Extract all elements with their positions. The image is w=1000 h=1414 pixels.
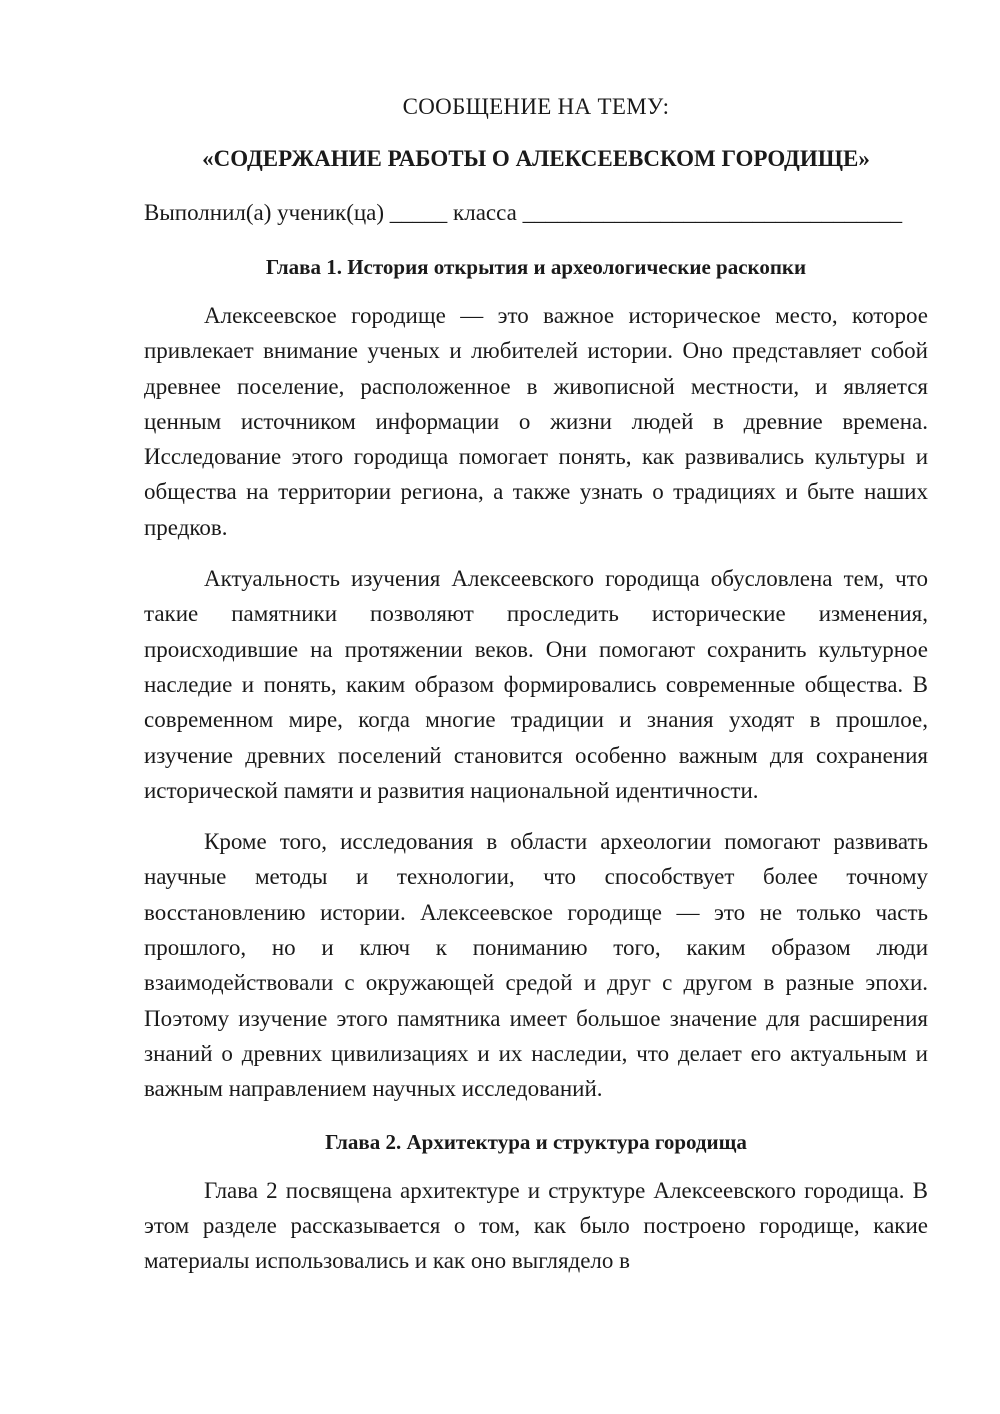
- document-title-line-1: СООБЩЕНИЕ НА ТЕМУ:: [402, 94, 670, 119]
- chapter-1-heading: Глава 1. История открытия и археологические раскопки: [265, 255, 807, 279]
- chapter-1-paragraph-3: Кроме того, исследования в области археологии помогают развивать научные методы и технологии, что способствует более точному восстановлению истории. Алексеевское городище — это не только часть прошлого, но и ключ к пониманию того, каким образом люди взаимодействовали с окружающей средой и друг с другом в разные эпохи. Поэтому изучение этого памятника имеет большое значение для расширения знаний о древних цивилизациях и их наследии, что делает его актуальным и важным направлением научных исследований.: [144, 829, 928, 1102]
- document-page: [144, 92, 928, 1278]
- author-line: Выполнил(а) ученик(ца) _____ класса _________________________________: [144, 200, 903, 225]
- chapter-2-paragraph-1: Глава 2 посвящена архитектуре и структуре Алексеевского городища. В этом разделе рассказывается о том, как было построено городище, какие материалы использовались и как оно выглядело в: [144, 1177, 928, 1274]
- chapter-2-heading: Глава 2. Архитектура и структура городища: [325, 1129, 747, 1154]
- chapter-1-paragraph-2: Актуальность изучения Алексеевского городища обусловлена тем, что такие памятники позволяют проследить исторические изменения, происходившие на протяжении веков. Они помогают сохранить культурное наследие и понять, каким образом формировались современные общества. В современном мире, когда многие традиции и знания уходят в прошлое, изучение древних поселений становится особенно важным для сохранения исторической памяти и развития национальной идентичности.: [144, 566, 928, 803]
- document-title-line-2: «СОДЕРЖАНИЕ РАБОТЫ О АЛЕКСЕЕВСКОМ ГОРОДИЩЕ»: [202, 146, 870, 171]
- chapter-1-paragraph-1: Алексеевское городище — это важное историческое место, которое привлекает внимание ученых и любителей истории. Оно представляет собой древнее поселение, расположенное в живописной местности, и является ценным источником информации о жизни людей в древние времена. Исследование этого городища помогает понять, как развивались культуры и общества на территории региона, а также узнать о традициях и быте наших предков.: [144, 303, 928, 540]
